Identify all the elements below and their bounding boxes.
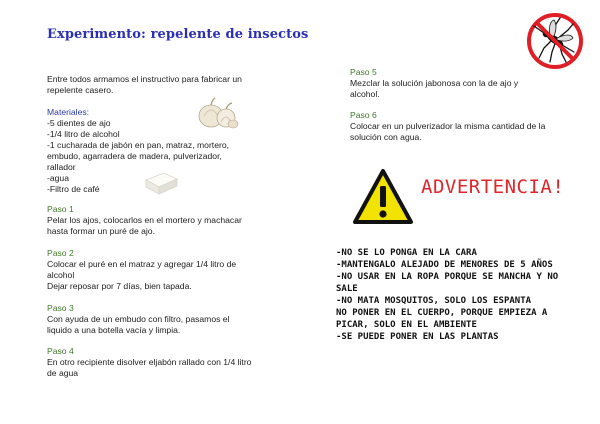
step-label: Paso 3 [47,303,74,313]
warning-item: -SE PUEDE PONER EN LAS PLANTAS [336,332,499,342]
warning-item: -NO SE LO PONGA EN LA CARA [336,248,477,258]
step-text: Colocar en un pulverizador la misma cantidad de la solución con agua. [350,121,546,142]
materials-heading: Materiales: [47,107,90,117]
step-text: Dejar reposar por 7 días, bien tapada. [47,281,192,291]
warning-item: -MANTENGALO ALEJADO DE MENORES DE 5 AÑOS [336,260,553,270]
step-text: Mezclar la solución jabonosa con la de ajo y alcohol. [350,78,519,99]
no-mosquito-icon [526,12,584,70]
material-item: -1/4 litro de alcohol [47,129,120,139]
warning-item: -NO USAR EN LA ROPA PORQUE SE MANCHA Y NO SALE [336,272,559,294]
material-item: rallador [47,162,76,172]
material-item: -agua [47,173,69,183]
intro-text: Entre todos armamos el instructivo para fabricar un repelente casero. [47,74,242,95]
step-label: Paso 5 [350,67,377,77]
material-item: -Filtro de café [47,184,100,194]
material-item: embudo, agarradera de madera, pulverizador, [47,151,222,161]
step-label: Paso 6 [350,110,377,120]
step-label: Paso 4 [47,346,74,356]
page-title: Experimento: repelente de insectos [47,27,309,42]
step-text: Colocar el puré en el matraz y agregar 1/4 litro de alcohol [47,259,237,280]
step-text: Pelar los ajos, colocarlos en el mortero y machacar hasta formar un puré de ajo. [47,215,242,236]
soap-bar-icon [142,170,180,196]
material-item: -5 dientes de ajo [47,118,111,128]
warning-item: NO PONER EN EL CUERPO, PORQUE EMPIEZA A PICAR, SOLO EN EL AMBIENTE [336,308,548,330]
step-text: Con ayuda de un embudo con filtro, pasamos el liquido a una botella vacía y limpia. [47,314,230,335]
step-label: Paso 1 [47,204,74,214]
step-label: Paso 2 [47,248,74,258]
material-item: -1 cucharada de jabón en pan, matraz, mortero, [47,140,230,150]
warning-list [336,247,576,343]
warning-item: -NO MATA MOSQUITOS, SOLO LOS ESPANTA [336,296,532,306]
garlic-icon [196,96,240,130]
warning-triangle-icon [352,168,414,226]
step-text: En otro recipiente disolver eljabón rallado con 1/4 litro de agua [47,357,252,378]
warning-title: ADVERTENCIA! [421,176,565,198]
